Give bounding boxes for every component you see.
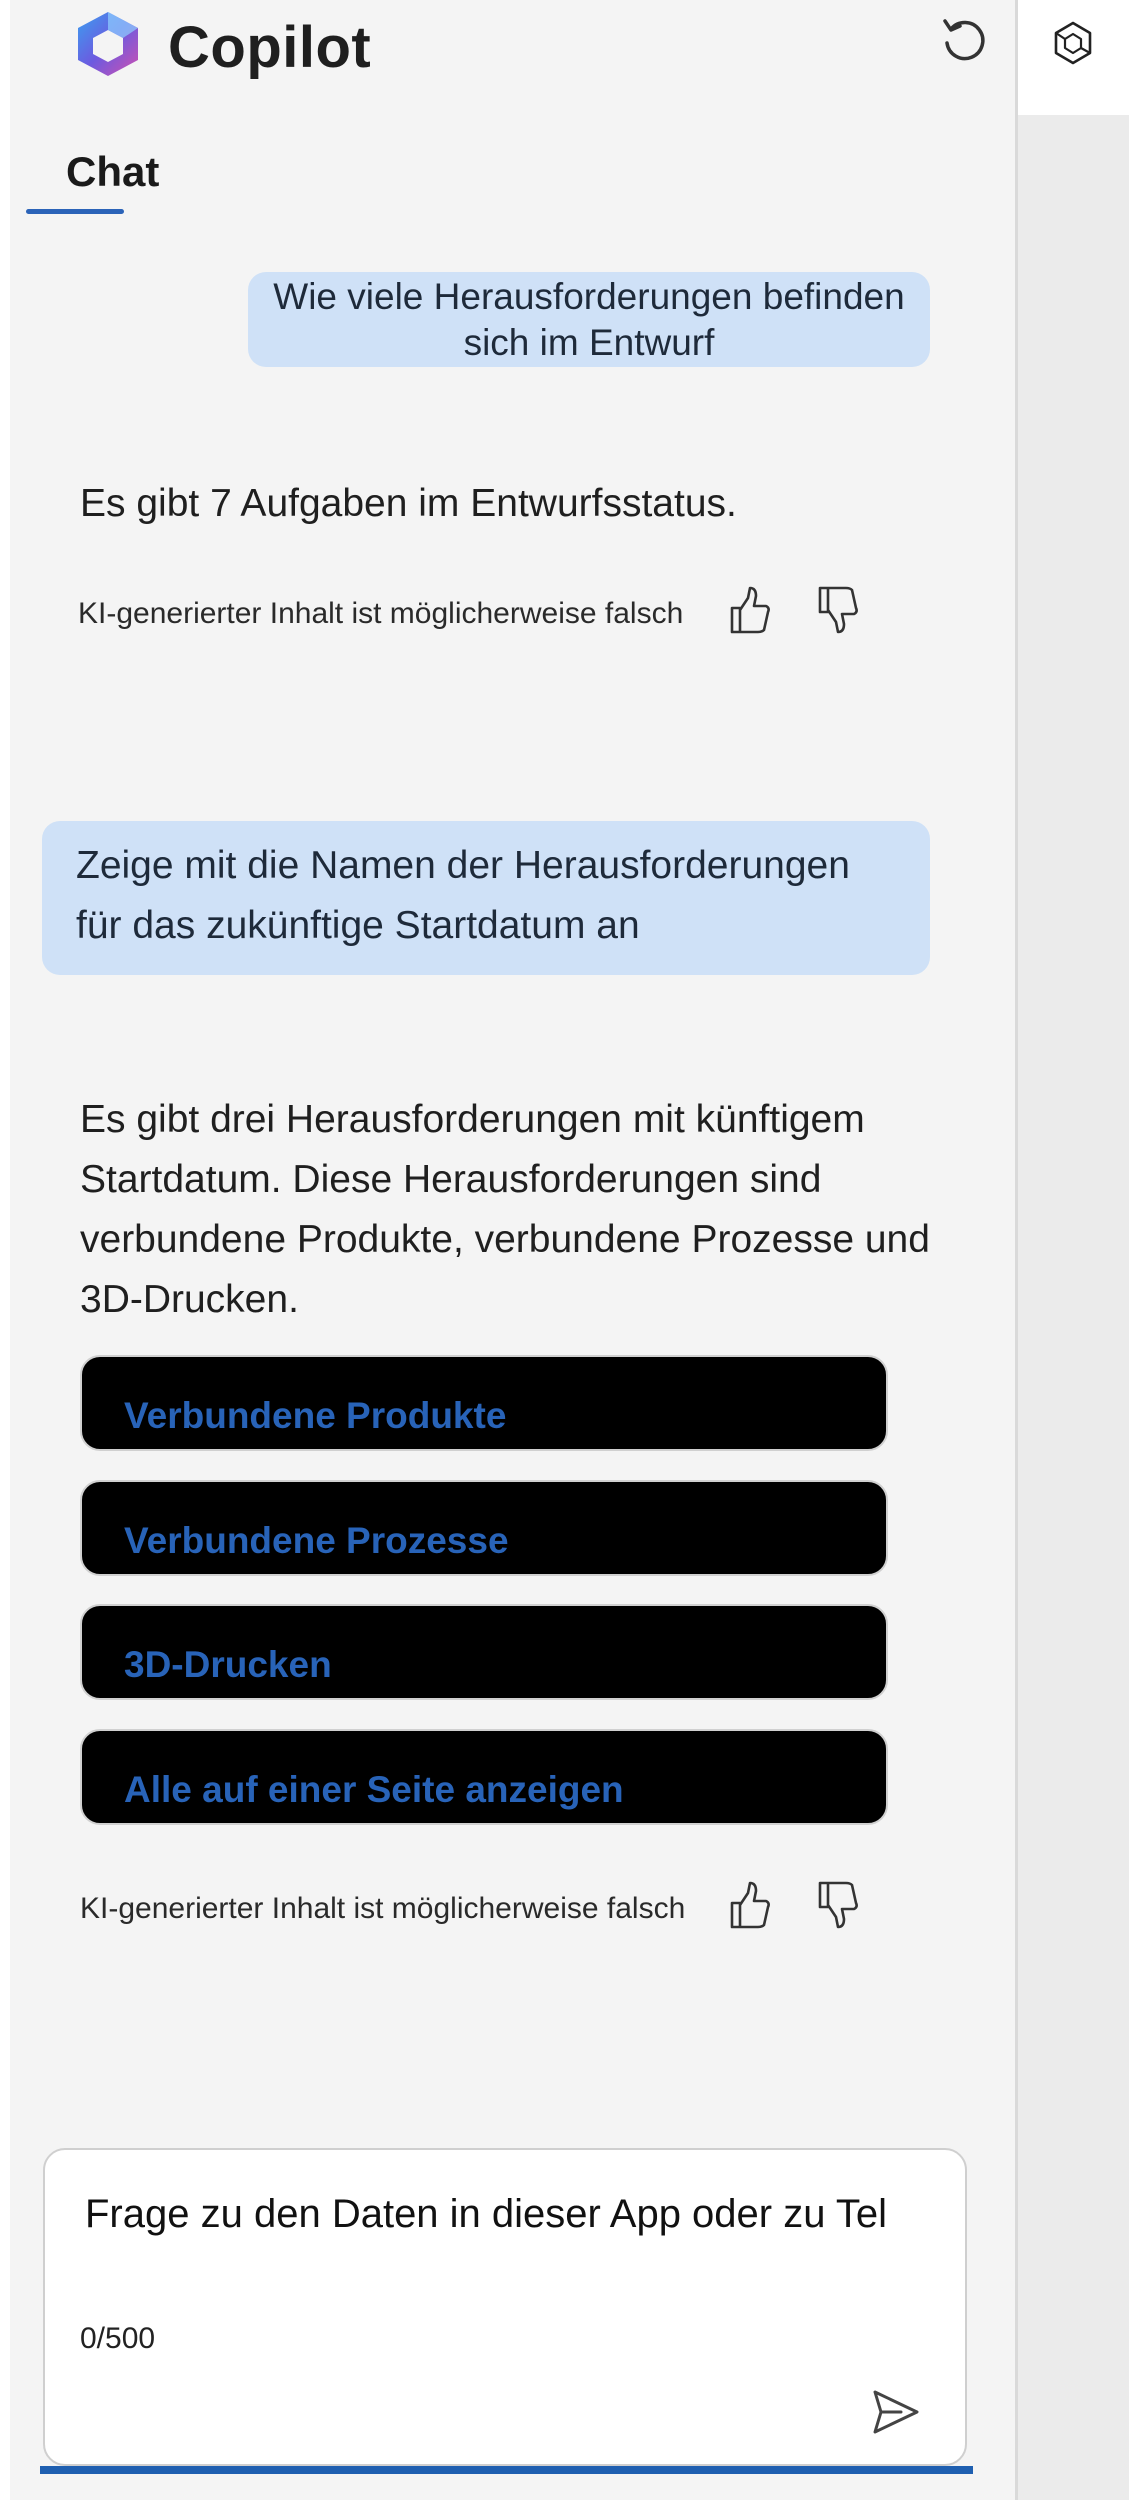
- chat-input-box: [43, 2148, 967, 2466]
- ai-disclaimer: KI-generierter Inhalt ist möglicherweise falsch: [80, 1892, 686, 1925]
- result-link-label: Verbundene Prozesse: [124, 1520, 509, 1561]
- copilot-logo-icon: [68, 8, 148, 80]
- app-title: Copilot: [168, 15, 372, 80]
- show-all-button[interactable]: [80, 1729, 888, 1825]
- tab-chat[interactable]: [26, 140, 160, 218]
- result-link-label: Verbundene Produkte: [124, 1395, 507, 1436]
- result-link-button[interactable]: [80, 1355, 888, 1451]
- result-link-label: 3D-Drucken: [124, 1644, 332, 1685]
- chat-input[interactable]: [85, 2192, 955, 2237]
- copilot-outline-icon[interactable]: [1048, 18, 1098, 68]
- refresh-icon: [939, 15, 989, 65]
- thumbs-down-icon[interactable]: [814, 1877, 862, 1933]
- result-link-button[interactable]: [80, 1604, 888, 1700]
- thumbs-down-icon[interactable]: [814, 582, 862, 638]
- user-message: Zeige mit die Namen der Herausforderungen für das zukünftige Startdatum an: [42, 821, 930, 975]
- assistant-message: Es gibt 7 Aufgaben im Entwurfsstatus.: [80, 482, 737, 525]
- assistant-message: Es gibt drei Herausforderungen mit künftigem Startdatum. Diese Herausforderungen sind verbundene Produkte, verbundene Prozesse und 3D-Drucken.: [80, 1098, 930, 1321]
- rail-header: [1018, 0, 1129, 115]
- input-focus-underline: [40, 2466, 973, 2474]
- tab-active-indicator: [26, 209, 124, 214]
- right-rail: [1018, 0, 1129, 2500]
- show-all-label: Alle auf einer Seite anzeigen: [124, 1769, 624, 1810]
- reset-conversation-button[interactable]: [932, 8, 996, 72]
- thumbs-up-icon[interactable]: [726, 1877, 774, 1933]
- window-edge: [0, 0, 10, 2500]
- send-icon[interactable]: [867, 2384, 923, 2440]
- user-message: Wie viele Herausforderungen befinden sich im Entwurf: [248, 272, 930, 367]
- character-counter: 0/500: [80, 2322, 156, 2355]
- ai-disclaimer: KI-generierter Inhalt ist möglicherweise falsch: [78, 597, 684, 630]
- tab-chat-label: Chat: [66, 148, 160, 195]
- thumbs-up-icon[interactable]: [726, 582, 774, 638]
- result-link-button[interactable]: [80, 1480, 888, 1576]
